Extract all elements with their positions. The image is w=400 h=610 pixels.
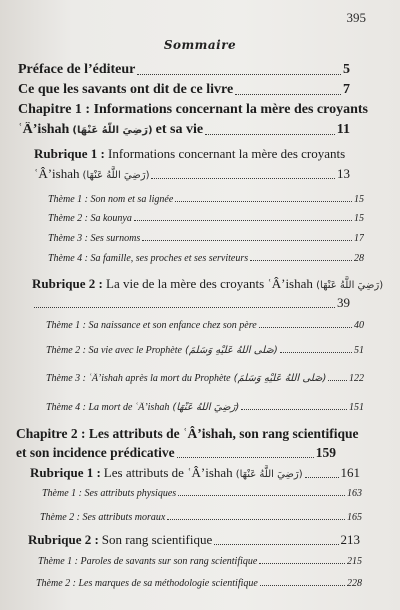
toc-entry-theme xyxy=(46,402,364,413)
honorific-glyph: (صَلَّى اللَّهُ عَلَيْهِ وَسَلَّمَ) xyxy=(233,373,327,384)
honorific-glyph: (صَلَّى اللَّهُ عَلَيْهِ وَسَلَّمَ) xyxy=(184,345,278,356)
page-title: Sommaire xyxy=(163,38,237,52)
rubrique-label: Informations concernant la mère des croyants xyxy=(108,146,346,161)
toc-page-number: 15 xyxy=(354,194,364,205)
toc-entry-rubrique-1-ch2 xyxy=(30,465,360,481)
toc-label: ʿÂ’ishah xyxy=(18,122,70,137)
toc-entry-theme xyxy=(40,512,362,523)
toc-entry-rubrique-2-ch2 xyxy=(28,532,360,548)
toc-label: Son rang scientifique xyxy=(101,532,213,547)
toc-entry-theme xyxy=(48,233,364,244)
toc-entry-theme xyxy=(46,320,364,331)
toc-label: Thème 4 : Sa famille, ses proches et ses serviteurs xyxy=(48,253,249,264)
toc-label: Thème 1 : Ses attributs physiques xyxy=(42,488,177,499)
toc-label: Thème 2 : Sa vie avec le Prophète xyxy=(46,345,182,356)
leader-dots xyxy=(259,327,352,328)
leader-dots xyxy=(241,409,347,410)
toc-entry-rubrique-1 xyxy=(34,166,350,182)
toc-entry-theme xyxy=(36,578,362,589)
toc-entry-rubrique-2 xyxy=(32,295,350,311)
toc-entry-theme xyxy=(42,488,362,499)
rubrique-number: Rubrique 2 : xyxy=(28,532,99,547)
leader-dots xyxy=(305,477,339,478)
leader-dots xyxy=(34,307,335,308)
honorific-glyph: (رَضِيَ اللَّهُ عَنْهَا) xyxy=(316,280,384,291)
toc-entry-chapter-2 xyxy=(16,445,336,461)
toc-page-number: 40 xyxy=(354,320,364,331)
honorific-glyph: (رَضِيَ اللَّهُ عَنْهَا) xyxy=(72,125,153,136)
honorific-glyph: (رَضِيَ اللَّهُ عَنْهَا) xyxy=(82,170,150,181)
toc-page-number: 17 xyxy=(354,233,364,244)
toc-label: et son incidence prédicative xyxy=(16,445,175,460)
chapter-2-title: Chapitre 2 : Les attributs de ʿÂ’ishah, son rang scientifique xyxy=(16,426,359,441)
toc-label: Thème 2 : Les marques de sa méthodologie scientifique xyxy=(36,578,258,589)
toc-label: Ce que les savants ont dit de ce livre xyxy=(18,82,234,97)
toc-page-number: 5 xyxy=(343,62,350,77)
toc-page-number: 13 xyxy=(337,166,350,181)
rubrique-1-title xyxy=(34,146,345,162)
leader-dots xyxy=(151,178,335,179)
toc-page-number: 161 xyxy=(340,465,360,480)
toc-entry-theme xyxy=(38,556,362,567)
toc-entry-theme xyxy=(48,253,364,264)
toc-page-number: 15 xyxy=(354,213,364,224)
leader-dots xyxy=(205,134,335,135)
leader-dots xyxy=(177,457,314,458)
toc-entry-theme xyxy=(48,194,364,205)
toc-page-number: 215 xyxy=(347,556,362,567)
leader-dots xyxy=(178,495,345,496)
toc-label: Préface de l’éditeur xyxy=(18,62,136,77)
toc-label: Thème 1 : Paroles de savants sur son rang scientifique xyxy=(38,556,258,567)
toc-page-number: 151 xyxy=(349,402,364,413)
toc-label: Thème 1 : Son nom et sa lignée xyxy=(48,194,174,205)
toc-page-number: 165 xyxy=(347,512,362,523)
leader-dots xyxy=(235,94,341,95)
rubrique-2-title xyxy=(32,276,383,292)
chapter-1-title: Chapitre 1 : Informations concernant la mère des croyants xyxy=(18,102,368,117)
honorific-glyph: (رَضِيَ اللَّهُ عَنْهَا) xyxy=(235,469,303,480)
toc-page-number: 163 xyxy=(347,488,362,499)
leader-dots xyxy=(250,260,352,261)
toc-entry-chapter-1 xyxy=(18,122,350,138)
leader-dots xyxy=(328,380,347,381)
toc-page-number: 228 xyxy=(347,578,362,589)
toc-page-number: 213 xyxy=(340,532,360,547)
toc-label: Thème 4 : La mort de ʿÂ’ishah xyxy=(46,402,170,413)
leader-dots xyxy=(167,519,345,520)
toc-page-number: 28 xyxy=(354,253,364,264)
toc-label: et sa vie xyxy=(155,122,204,137)
leader-dots xyxy=(214,544,338,545)
toc-label: Thème 2 : Ses attributs moraux xyxy=(40,512,166,523)
toc-page-number: 7 xyxy=(343,82,350,97)
toc-label: Les attributs de ʿÂ’ishah xyxy=(103,465,233,480)
toc-label: Thème 1 : Sa naissance et son enfance chez son père xyxy=(46,320,257,331)
leader-dots xyxy=(259,563,345,564)
toc-page-number: 122 xyxy=(349,373,364,384)
rubrique-label: La vie de la mère des croyants ʿÂ’ishah xyxy=(106,276,313,291)
page-number: 395 xyxy=(346,10,366,25)
rubrique-number: Rubrique 1 : xyxy=(34,146,105,161)
rubrique-number: Rubrique 2 : xyxy=(32,276,103,291)
toc-label: Thème 3 : ʿÂ’ishah après la mort du Prophète xyxy=(46,373,231,384)
toc-entry-savants xyxy=(18,82,350,98)
toc-entry-theme xyxy=(48,213,364,224)
toc-page-number: 159 xyxy=(315,445,336,460)
toc-label: ʿÂ’ishah xyxy=(34,166,80,181)
toc-page-number: 11 xyxy=(336,122,350,137)
honorific-glyph: (رَضِيَ اللَّهُ عَنْهَا) xyxy=(172,402,240,413)
toc-entry-theme xyxy=(46,373,364,384)
leader-dots xyxy=(175,201,352,202)
toc-entry-theme xyxy=(46,345,364,356)
leader-dots xyxy=(142,240,352,241)
toc-label: Thème 2 : Sa kounya xyxy=(48,213,132,224)
toc-page-number: 51 xyxy=(354,345,364,356)
leader-dots xyxy=(134,220,352,221)
toc-page-number: 39 xyxy=(337,295,350,310)
leader-dots xyxy=(260,585,345,586)
toc-label: Thème 3 : Ses surnoms xyxy=(48,233,141,244)
rubrique-number: Rubrique 1 : xyxy=(30,465,101,480)
toc-entry-preface xyxy=(18,62,350,78)
leader-dots xyxy=(137,74,341,75)
leader-dots xyxy=(280,352,352,353)
